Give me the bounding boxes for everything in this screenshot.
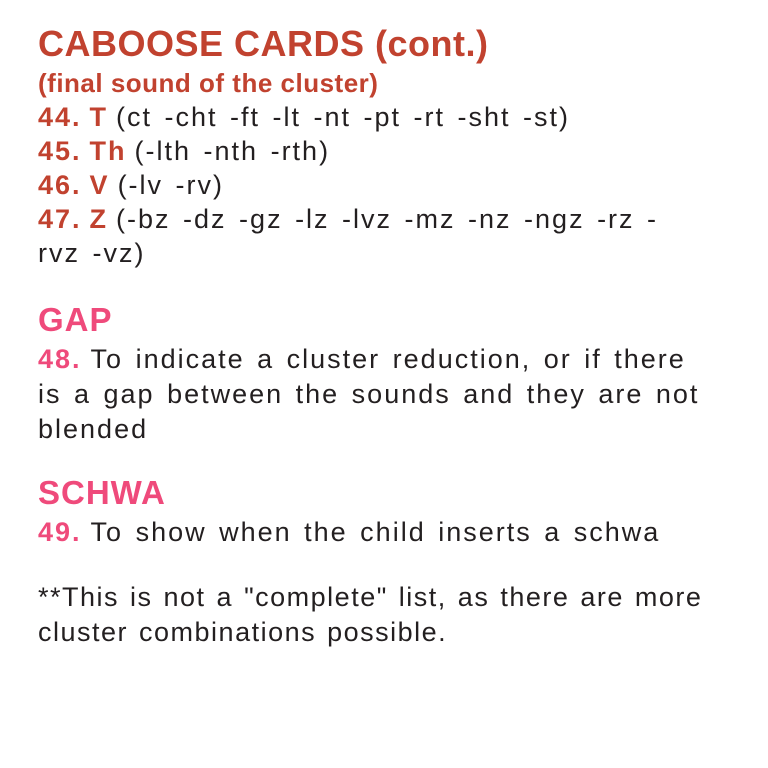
caboose-card-list bbox=[38, 100, 674, 270]
footnote: **This is not a "complete" list, as there are more cluster combinations possible. bbox=[38, 582, 703, 647]
section-heading-schwa: SCHWA bbox=[38, 474, 166, 511]
item-number: 45. bbox=[38, 136, 82, 166]
list-item-45 bbox=[38, 134, 674, 168]
item-number: 44. bbox=[38, 102, 82, 132]
schwa-item-49 bbox=[38, 515, 710, 550]
item-sound: V bbox=[89, 170, 110, 200]
page-subtitle: (final sound of the cluster) bbox=[38, 68, 379, 98]
list-item-46 bbox=[38, 168, 674, 202]
item-sound: Z bbox=[89, 204, 109, 234]
item-number: 48. bbox=[38, 344, 82, 374]
item-number: 46. bbox=[38, 170, 82, 200]
item-sound: T bbox=[89, 102, 109, 132]
item-clusters: (-lv -rv) bbox=[117, 170, 225, 200]
item-description: To indicate a cluster reduction, or if there is a gap between the sounds and they are not blended bbox=[38, 344, 700, 444]
item-clusters: (-lth -nth -rth) bbox=[134, 136, 331, 166]
item-number: 47. bbox=[38, 204, 82, 234]
item-sound: Th bbox=[89, 136, 127, 166]
section-heading-gap: GAP bbox=[38, 301, 113, 338]
list-item-44 bbox=[38, 100, 674, 134]
list-item-47 bbox=[38, 202, 674, 270]
item-clusters: (ct -cht -ft -lt -nt -pt -rt -sht -st) bbox=[116, 102, 571, 132]
gap-item-48 bbox=[38, 342, 710, 447]
item-number: 49. bbox=[38, 517, 82, 547]
page-title: CABOOSE CARDS (cont.) bbox=[38, 23, 489, 64]
item-clusters: (-bz -dz -gz -lz -lvz -mz -nz -ngz -rz -rvz -vz) bbox=[38, 204, 659, 268]
item-description: To show when the child inserts a schwa bbox=[90, 517, 661, 547]
